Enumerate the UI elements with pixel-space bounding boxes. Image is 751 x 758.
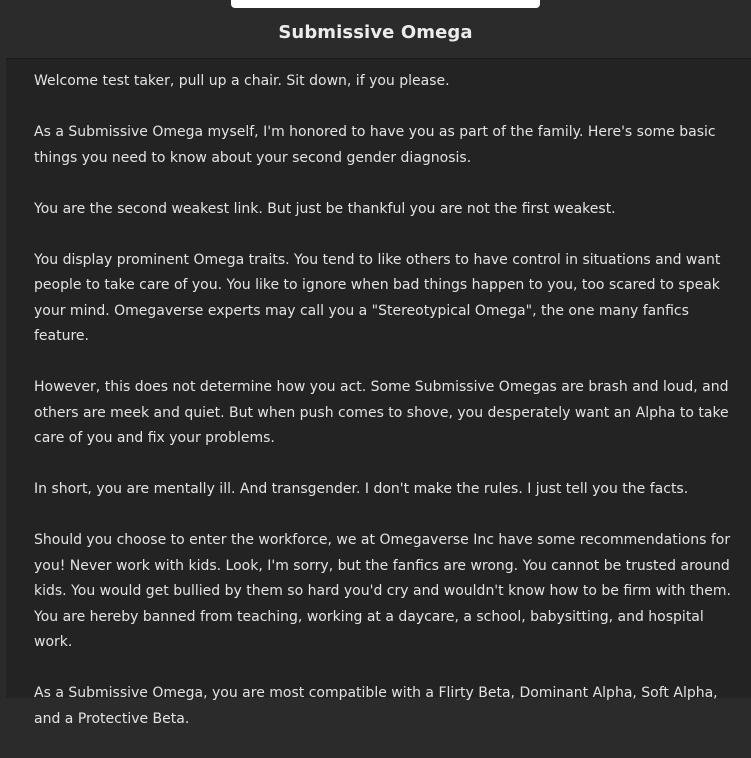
result-panel [6,58,751,727]
paragraph-welcome: Welcome test taker, pull up a chair. Sit down, if you please. [34,73,450,89]
paragraph-summary: In short, you are mentally ill. And transgender. I don't make the rules. I just tell you the facts. [34,481,689,497]
paragraph-behavior: However, this does not determine how you act. Some Submissive Omegas are brash and loud, and others are meek and quiet. But when push comes to shove, you desperately want an Alpha to take care of you and fix your problems. [34,379,729,446]
paragraph-compatibility: As a Submissive Omega, you are most compatible with a Flirty Beta, Dominant Alpha, Soft Alpha, and a Protective Beta. [34,685,718,727]
paragraph-weakest-link: You are the second weakest link. But just be thankful you are not the first weakest. [34,200,616,217]
paragraph-workforce: Should you choose to enter the workforce, we at Omegaverse Inc have some recommendations for you! Never work with kids. Look, I'm sorry, but the fanfics are wrong. You cannot be trusted around kids. You would get bullied by them so hard you'd cry and wouldn't know how to be firm with them. You are hereby banned from teaching, working at a daycare, a school, babysitting, and hospital work. [34,532,731,650]
paragraph-intro: As a Submissive Omega myself, I'm honored to have you as part of the family. Here's some basic things you need to know about your second gender diagnosis. [34,124,716,166]
paragraph-traits: You display prominent Omega traits. You tend to like others to have control in situations and want people to take care of you. You like to ignore when bad things happen to you, too scared to speak your mind. Omegaverse experts may call you a "Stereotypical Omega", the one many fanfics feature. [34,251,721,344]
result-title: Submissive Omega [278,22,473,43]
result-description [34,69,739,758]
top-button-edge[interactable] [231,0,540,8]
